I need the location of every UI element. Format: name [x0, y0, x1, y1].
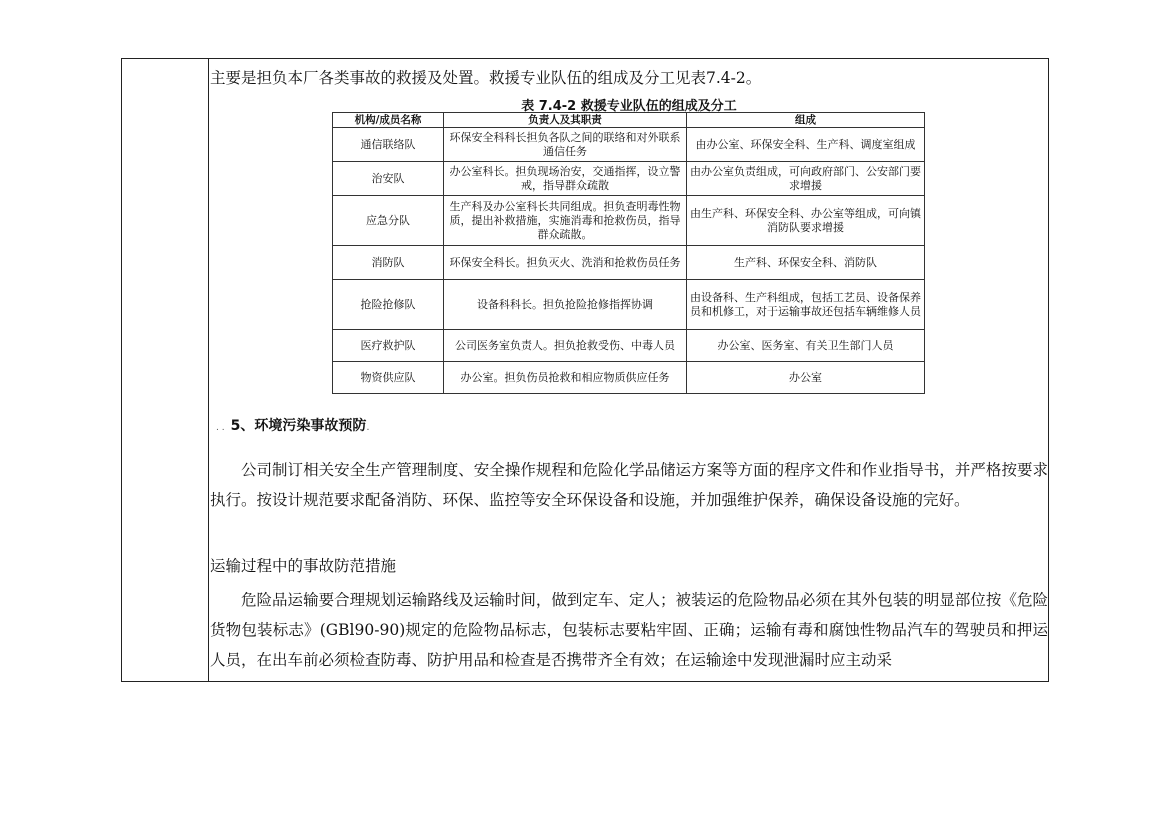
- team-name: 消防队: [333, 246, 444, 280]
- rescue-team-table: [332, 112, 925, 394]
- team-name: 应急分队: [333, 196, 444, 246]
- intro-text: 主要是担负本厂各类事故的救援及处置。救援专业队伍的组成及分工见表7.4-2。: [210, 69, 762, 87]
- table-row: [333, 330, 925, 362]
- paragraph-transport: 危险品运输要合理规划运输路线及运输时间，做到定车、定人；被装运的危险物品必须在其外包装的明显部位按《危险货物包装标志》(GBl90-90)规定的危险物品标志，包装标志要粘牢固、正确；运输有毒和腐蚀性物品汽车的驾驶员和押运人员，在出车前必须检查防毒、防护用品和检查是否携带齐全有效；在运输途中发现泄漏时应主动采: [210, 591, 1048, 669]
- team-duty: 环保安全科长。担负灭火、洗消和抢救伤员任务: [444, 246, 687, 280]
- paragraph-prevention: 公司制订相关安全生产管理制度、安全操作规程和危险化学品储运方案等方面的程序文件和作业指导书，并严格按要求执行。按设计规范要求配备消防、环保、监控等安全环保设备和设施，并加强维护保养，确保设备设施的完好。: [210, 461, 1048, 509]
- table-row: [333, 196, 925, 246]
- team-duty: 办公室。担负伤员抢救和相应物质供应任务: [444, 362, 687, 394]
- subheading-transport: 运输过程中的事故防范措施: [210, 557, 397, 575]
- team-composition: 由办公室负责组成，可向政府部门、公安部门要求增援: [687, 162, 925, 196]
- team-composition: 生产科、环保安全科、消防队: [687, 246, 925, 280]
- team-composition: 办公室: [687, 362, 925, 394]
- document-frame: [121, 58, 1049, 682]
- table-row: [333, 128, 925, 162]
- heading-trail-marker: .: [366, 422, 370, 433]
- team-duty: 环保安全科科长担负各队之间的联络和对外联系通信任务: [444, 128, 687, 162]
- team-duty: 公司医务室负责人。担负抢救受伤、中毒人员: [444, 330, 687, 362]
- table-row: [333, 362, 925, 394]
- team-composition: 由办公室、环保安全科、生产科、调度室组成: [687, 128, 925, 162]
- table-row: [333, 280, 925, 330]
- team-name: 医疗救护队: [333, 330, 444, 362]
- header-cell: 组成: [687, 113, 925, 128]
- team-duty: 办公室科长。担负现场治安，交通指挥，设立警戒，指导群众疏散: [444, 162, 687, 196]
- team-composition: 办公室、医务室、有关卫生部门人员: [687, 330, 925, 362]
- team-composition: 由设备科、生产科组成，包括工艺员、设备保养员和机修工，对于运输事故还包括车辆维修人员: [687, 280, 925, 330]
- heading-marker: . .: [216, 423, 225, 433]
- header-cell: 机构/成员名称: [333, 113, 444, 128]
- table-caption: 表 7.4-2 救援专业队伍的组成及分工: [521, 99, 737, 114]
- table-row: [333, 162, 925, 196]
- team-name: 通信联络队: [333, 128, 444, 162]
- section-title: 5、环境污染事故预防: [230, 418, 367, 434]
- header-cell: 负责人及其职责: [444, 113, 687, 128]
- table-header-row: [333, 113, 925, 128]
- team-name: 抢险抢修队: [333, 280, 444, 330]
- team-composition: 由生产科、环保安全科、办公室等组成，可向镇消防队要求增援: [687, 196, 925, 246]
- table-row: [333, 246, 925, 280]
- content-cell: [210, 59, 1048, 681]
- left-column: [122, 59, 209, 681]
- team-duty: 设备科科长。担负抢险抢修指挥协调: [444, 280, 687, 330]
- team-duty: 生产科及办公室科长共同组成。担负查明毒性物质，提出补救措施，实施消毒和抢救伤员，指导群众疏散。: [444, 196, 687, 246]
- team-name: 物资供应队: [333, 362, 444, 394]
- section-heading: [216, 415, 370, 435]
- team-name: 治安队: [333, 162, 444, 196]
